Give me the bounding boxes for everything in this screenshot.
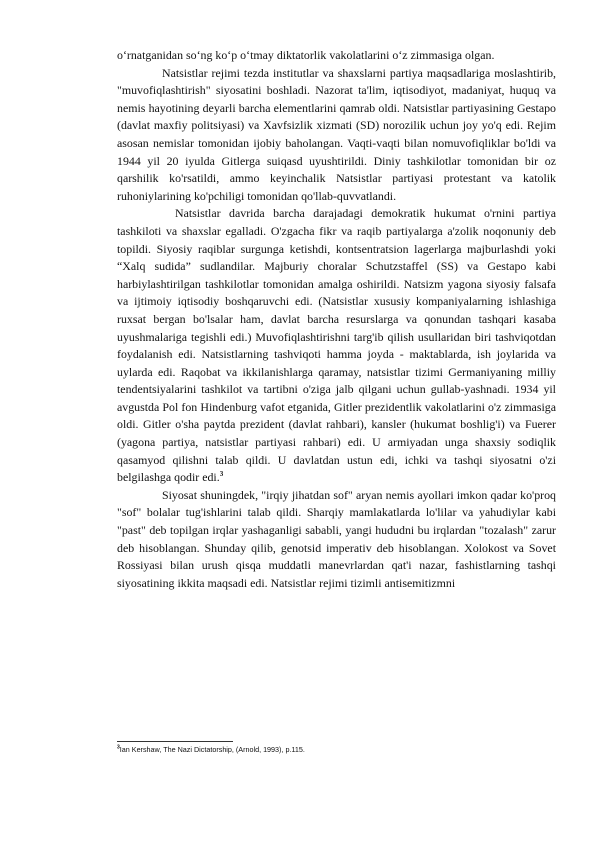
footnote [117, 745, 556, 755]
paragraph-3 [117, 205, 556, 487]
paragraph-4: Siyosat shuningdek, "irqiy jihatdan sof" aryan nemis ayollari imkon qadar ko'proq "sof" bolalar tug'ishlarini talab qildi. Sharqiy mamlakatlarda lo'lilar va yahudiylar kabi "past" deb topilgan irqlar yashaganligi sababli, yangi hududni bu irqlardan "tozalash" zarur deb hisoblangan. Shunday qilib, genotsid imperativ deb hisoblangan. Xolokost va Sovet Rossiyasi bilan urush qisqa muddatli manevrlardan qat'i nazar, fashistlarning tashqi siyosatining ikkita maqsadi edi. Natsistlar rejimi tizimli antisemitizmni [117, 487, 556, 590]
footnote-reference[interactable]: 3 [219, 470, 224, 479]
paragraph-2: Natsistlar rejimi tezda institutlar va shaxslarni partiya maqsadlariga moslashtirib, "muvofiqlashtirish" siyosatini boshladi. Nazorat ta'lim, iqtisodiyot, madaniyat, huquq va nemis hayotining deyarli barcha elementlarini qamrab oldi. Natsistlar partiyasining Gestapo (davlat maxfiy politsiyasi) va Xavfsizlik xizmati (SD) norozilik uchun joy yo'q edi. Rejim asosan nemislar tomonidan ijobiy baholangan. Vaqti-vaqti bilan nomuvofiqliklar bo'ldi va 1944 yil 20 iyulda Gitlerga suiqasd uyushtirildi. Diniy tashkilotlar tomonidan bir oz qarshilik ko'rsatildi, ammo keyinchalik Natsistlar partiyasi protestant va katolik ruhoniylarining ko'pchiligi tomonidan qo'llab-quvvatlandi. [117, 65, 556, 203]
footnote-text: Ian Kershaw, The Nazi Dictatorship, (Arnold, 1993), p.115. [119, 745, 305, 754]
footnote-divider [117, 741, 233, 742]
footnote-marker: 3 [117, 744, 120, 751]
paragraph-1: o‘rnatganidan so‘ng ko‘p o‘tmay diktatorlik vakolatlarini o‘z zimmasiga olgan. [117, 48, 495, 62]
body-text [117, 47, 556, 592]
paragraph-3-text: Natsistlar davrida barcha darajadagi demokratik hukumat o'rnini partiya tashkiloti va shaxslar egalladi. O'zgacha fikr va raqib partiyalarga a'zolik noqonuniy deb topildi. Siyosiy raqiblar surgunga ketishdi, kontsentratsion lagerlarga majburlashdi yoki “Xalq sudida” sudlandilar. Majburiy choralar Schutzstaffel (SS) va Gestapo kabi harbiylashtirilgan tashkilotlar tomonidan amalga oshirildi. Natsizm yagona siyosiy falsafa va ijtimoiy iqtisodiy boshqaruvchi edi. (Natsistlar xususiy kompaniyalarning ishlashiga ruxsat bergan bo'lsalar ham, davlat barcha resurslarga va qonundan tashqari kasaba uyushmalariga tegishli edi.) Muvofiqlashtirishni targ'ib qilish usullaridan biri tashviqotdan foydalanish edi. Natsistlarning tashviqoti hamma joyda - maktablarda, ish joylarida va uylarda edi. Raqobat va ikkilanishlarga qaramay, natsistlar tizimi Germaniyaning milliy tendentsiyalarini tashkilot va tartibni o'ziga jalb qilgani uchun gullab-yashnadi. 1934 yil avgustda Pol fon Hindenburg vafot etganida, Gitler prezidentlik vakolatlarini o'z zimmasiga oldi. Gitler o'sha paytda prezident (davlat rahbari), kansler (hukumat boshlig'i) va Fuerer (yagona partiya, natsistlar partiyasi rahbari) edi. U armiyadan unga shaxsiy sodiqlik qasamyod qilishni talab qildi. U davlatdan ustun edi, ichki va tashqi siyosatni o'zi belgilashga qodir edi. [117, 206, 556, 485]
